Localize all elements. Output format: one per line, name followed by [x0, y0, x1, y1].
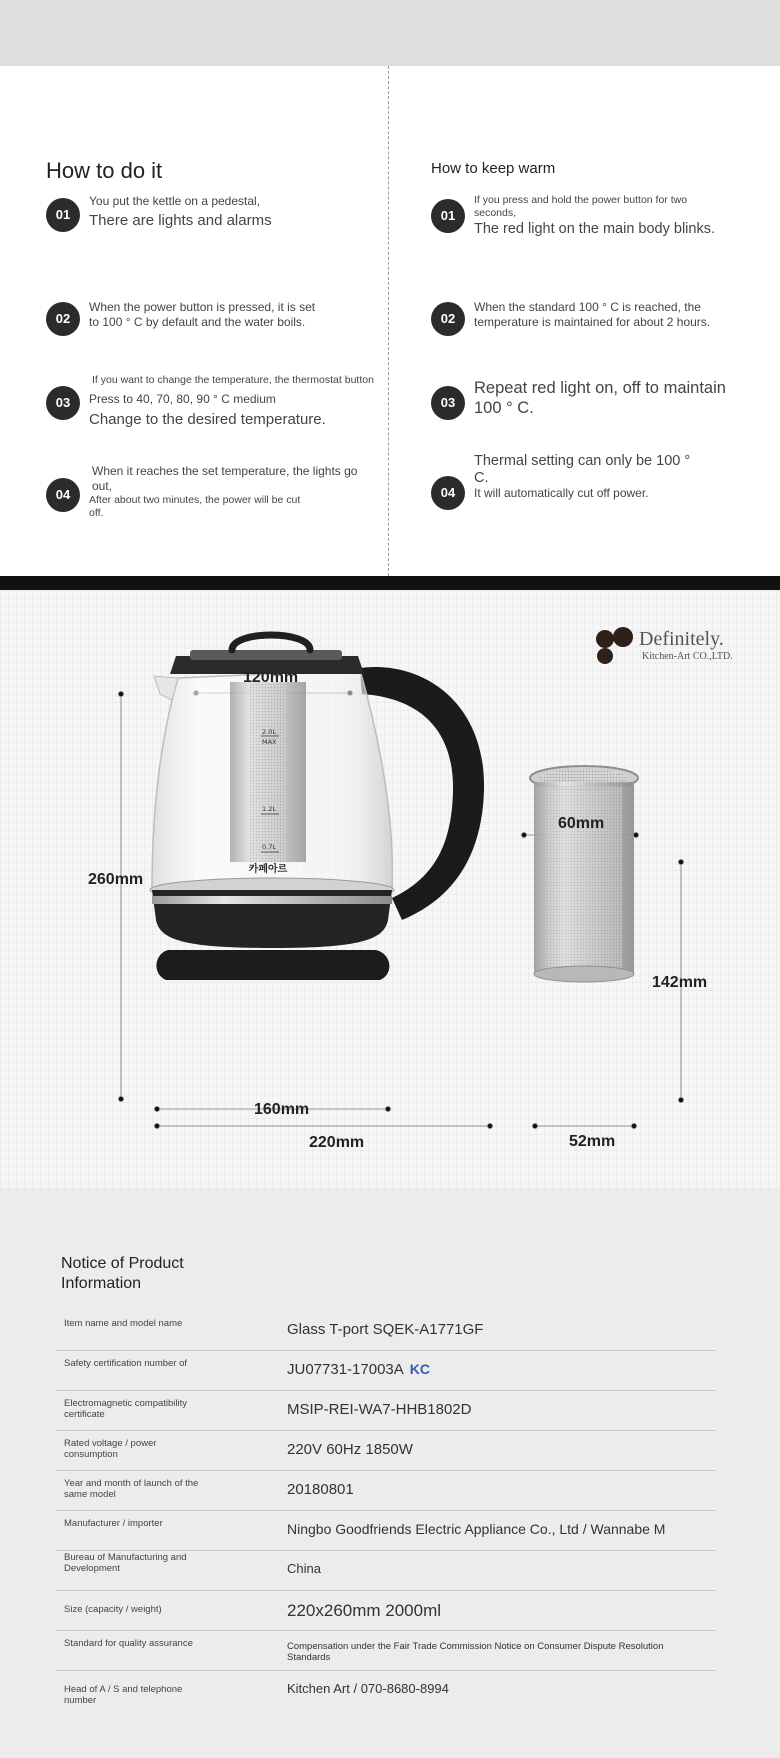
- step-text-line: There are lights and alarms: [89, 212, 272, 229]
- step-text-line: Change to the desired temperature.: [89, 411, 326, 428]
- product-figure: [0, 590, 780, 1188]
- dimension-height: 260mm: [88, 871, 144, 888]
- step-text-line: C.: [474, 470, 489, 486]
- step-text-line: to 100 ° C by default and the water boils.: [89, 315, 306, 329]
- notice-value: Ningbo Goodfriends Electric Appliance Co., Ltd / Wannabe M: [287, 1521, 666, 1537]
- kettle-brand-mark: 카페아르: [248, 864, 288, 875]
- notice-key: Head of A / S and telephone number: [64, 1684, 183, 1706]
- notice-row: [56, 1630, 716, 1671]
- step-text-line: off.: [89, 507, 104, 519]
- notice-value: Compensation under the Fair Trade Commission Notice on Consumer Dispute Resolution Standards: [287, 1641, 664, 1663]
- top-banner-strip: [0, 0, 780, 66]
- capacity-mark-max-label: MAX: [262, 738, 277, 746]
- keep-warm-step-4: [431, 452, 751, 512]
- notice-row: [56, 1590, 716, 1631]
- brand-subtitle: Kitchen-Art CO.,LTD.: [642, 651, 733, 662]
- notice-key: Safety certification number of: [64, 1358, 188, 1369]
- notice-row: [56, 1430, 716, 1471]
- notice-value: 20180801: [287, 1481, 354, 1498]
- notice-value: China: [287, 1561, 321, 1576]
- dimension-infuser-bottom: 52mm: [569, 1133, 616, 1150]
- column-divider: [388, 66, 389, 576]
- how-to-do-title: How to do it: [46, 158, 163, 183]
- keep-warm-step-3: [431, 378, 751, 438]
- step-text-line: When the power button is pressed, it is set: [89, 300, 316, 314]
- how-to-do-step-2: [46, 300, 366, 360]
- capacity-mark-mid: 1.2L: [262, 805, 276, 813]
- notice-value: 220x260mm 2000ml: [287, 1601, 442, 1620]
- dimension-infuser-height: 142mm: [652, 974, 708, 991]
- step-text-line: It will automatically cut off power.: [474, 486, 649, 500]
- notice-key: Size (capacity / weight): [64, 1604, 162, 1615]
- notice-value: [287, 1361, 707, 1378]
- step-text-line: When it reaches the set temperature, the lights go out,: [92, 464, 358, 493]
- step-text-line: When the standard 100 ° C is reached, the: [474, 300, 701, 314]
- keep-warm-step-1: [431, 194, 751, 274]
- section-separator-bar: [0, 576, 780, 590]
- step-number-badge: 04: [46, 478, 80, 512]
- step-number-badge: 02: [46, 302, 80, 336]
- notice-value: Glass T-port SQEK-A1771GF: [287, 1321, 484, 1338]
- notice-key: Electromagnetic compatibility certificate: [64, 1398, 188, 1420]
- dimension-lid-width: 120mm: [243, 669, 299, 686]
- step-text-line: You put the kettle on a pedestal,: [89, 194, 261, 208]
- notice-key: Item name and model name: [64, 1318, 183, 1329]
- notice-value: MSIP-REI-WA7-HHB1802D: [287, 1401, 472, 1418]
- notice-row: [56, 1510, 716, 1551]
- step-text-line: The red light on the main body blinks.: [474, 221, 715, 237]
- notice-key: Bureau of Manufacturing and Development: [64, 1552, 187, 1574]
- step-text-line: 100 ° C.: [474, 399, 534, 417]
- notice-title: Notice of Product Information: [61, 1255, 184, 1292]
- notice-key: Manufacturer / importer: [64, 1518, 163, 1529]
- step-text-line: seconds,: [474, 207, 517, 219]
- notice-key: Standard for quality assurance: [64, 1638, 193, 1649]
- step-text-line: temperature is maintained for about 2 hours.: [474, 315, 711, 329]
- capacity-mark-low: 0.7L: [262, 843, 276, 851]
- step-number-badge: 03: [431, 386, 465, 420]
- notice-row: [56, 1350, 716, 1391]
- kc-certification-badge: KC: [409, 1361, 430, 1377]
- tea-infuser-illustration: [530, 766, 638, 982]
- step-number-badge: 04: [431, 476, 465, 510]
- brand-name: Definitely.: [639, 628, 724, 650]
- notice-row: [56, 1670, 716, 1710]
- step-text-line: After about two minutes, the power will be cut: [89, 494, 301, 506]
- notice-row: [56, 1390, 716, 1431]
- notice-value: Kitchen Art / 070-8680-8994: [287, 1681, 449, 1696]
- step-number-badge: 02: [431, 302, 465, 336]
- how-to-do-column: [46, 66, 374, 576]
- notice-value-text: JU07731-17003A: [287, 1361, 404, 1378]
- notice-value: 220V 60Hz 1850W: [287, 1441, 413, 1458]
- how-to-keep-warm-title: How to keep warm: [431, 160, 556, 177]
- notice-key: Rated voltage / power consumption: [64, 1438, 157, 1460]
- dimension-infuser-top: 60mm: [558, 815, 605, 832]
- how-to-keep-warm-column: [431, 66, 751, 576]
- step-number-badge: 01: [46, 198, 80, 232]
- step-text-line: Thermal setting can only be 100 °: [474, 453, 691, 469]
- step-text-line: Repeat red light on, off to maintain: [474, 379, 726, 397]
- how-to-do-step-4: [46, 464, 366, 524]
- notice-key: Year and month of launch of the same model: [64, 1478, 199, 1500]
- notice-row: [56, 1470, 716, 1511]
- keep-warm-step-2: [431, 300, 751, 360]
- dimension-base-width: 160mm: [254, 1101, 310, 1118]
- step-number-badge: 03: [46, 386, 80, 420]
- step-text-line: Press to 40, 70, 80, 90 ° C medium: [89, 392, 276, 406]
- notice-row: [56, 1310, 716, 1351]
- step-text-line: If you press and hold the power button for two: [474, 194, 688, 206]
- dimension-total-width: 220mm: [309, 1134, 365, 1151]
- how-to-do-step-3: [46, 374, 374, 434]
- how-to-do-step-1: [46, 194, 366, 254]
- notice-row: [56, 1550, 716, 1591]
- kettle-illustration: [150, 635, 484, 980]
- step-number-badge: 01: [431, 199, 465, 233]
- capacity-mark-max: 2.0L: [262, 728, 276, 736]
- step-text-line: If you want to change the temperature, the thermostat button: [92, 374, 374, 386]
